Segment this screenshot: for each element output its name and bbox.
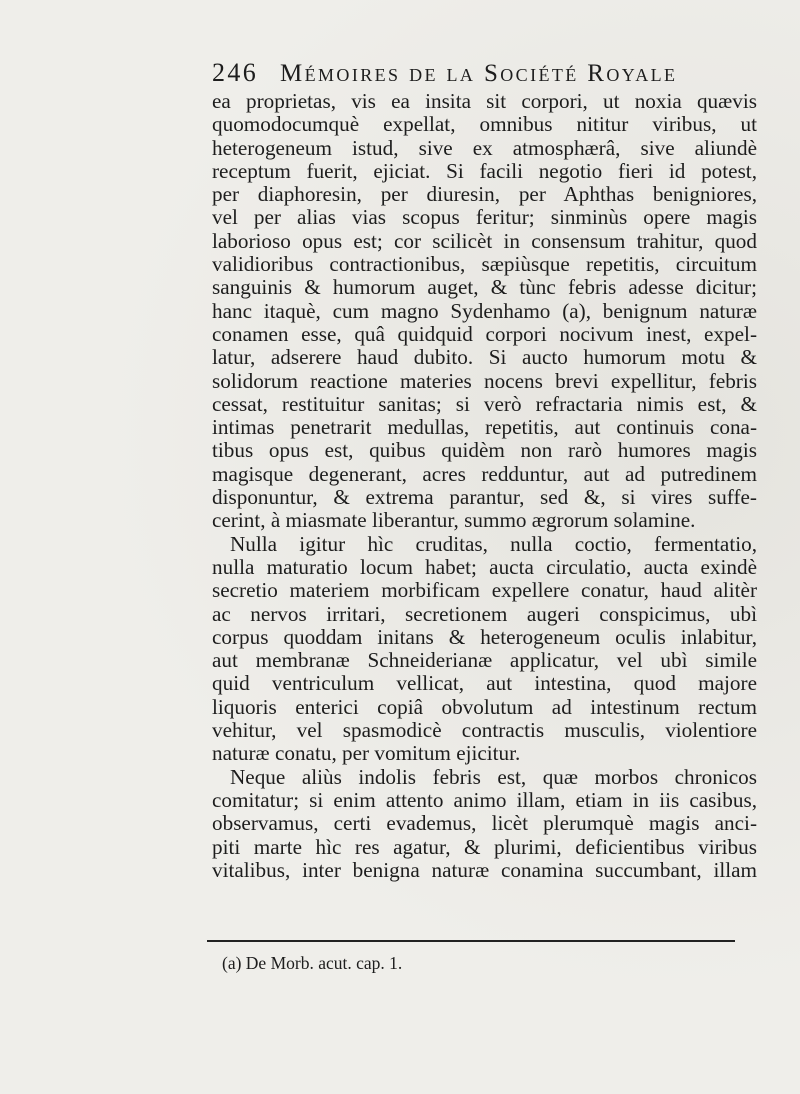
text-line: corpus quoddam initans & heterogeneum oculis inlabitur, <box>212 625 757 649</box>
page-number: 246 <box>212 58 259 87</box>
text-line: cerint, à miasmate liberantur, summo ægrorum solamine. <box>212 509 696 533</box>
text-line: sanguinis & humorum auget, & tùnc febris adesse dicitur; <box>212 276 757 300</box>
text-line: aut membranæ Schneiderianæ applicatur, vel ubì simile <box>212 649 757 673</box>
text-line: Nulla igitur hìc cruditas, nulla coctio, fermentatio, <box>230 532 757 556</box>
body-text <box>212 90 757 882</box>
text-line: ac nervos irritari, secretionem augeri conspicimus, ubì <box>212 602 757 626</box>
text-line: vel per alias vias scopus feritur; sinminùs opere magis <box>212 206 757 230</box>
text-line: per diaphoresin, per diuresin, per Aphthas benigniores, <box>212 183 757 207</box>
footnote: (a) De Morb. acut. cap. 1. <box>222 953 403 973</box>
text-line: disponuntur, & extrema parantur, sed &, si vires suffe- <box>212 486 757 510</box>
text-line: latur, adserere haud dubito. Si aucto humorum motu & <box>212 346 757 370</box>
text-line: nulla maturatio locum habet; aucta circulatio, aucta exindè <box>212 555 757 579</box>
text-line: conamen esse, quâ quidquid corpori nocivum inest, expel- <box>212 322 757 346</box>
text-line: observamus, certi evademus, licèt plerumquè magis anci- <box>212 812 757 836</box>
text-line: comitatur; si enim attento animo illam, etiam in iis casibus, <box>212 788 757 812</box>
text-line: secretio materiem morbificam expellere conatur, haud alitèr <box>212 579 757 603</box>
running-head <box>212 58 772 90</box>
footnote-rule <box>207 940 735 942</box>
text-line: receptum fuerit, ejiciat. Si facili negotio fieri id potest, <box>212 159 757 183</box>
text-line: heterogeneum istud, sive ex atmosphærâ, sive aliundè <box>212 136 757 160</box>
text-line: solidorum reactione materies nocens brevi expellitur, febris <box>212 369 757 393</box>
text-line: quid ventriculum vellicat, aut intestina, quod majore <box>212 672 757 696</box>
text-line: intimas penetrarit medullas, repetitis, aut continuis cona- <box>212 416 757 440</box>
text-line: piti marte hìc res agatur, & plurimi, deficientibus viribus <box>212 835 757 859</box>
text-line: quomodocumquè expellat, omnibus nititur viribus, ut <box>212 113 757 137</box>
text-line: vitalibus, inter benigna naturæ conamina succumbant, illam <box>212 858 757 882</box>
text-line: liquoris enterici copiâ obvolutum ad intestinum rectum <box>212 695 757 719</box>
text-line: ea proprietas, vis ea insita sit corpori, ut noxia quævis <box>212 90 757 113</box>
text-line: naturæ conatu, per vomitum ejicitur. <box>212 742 521 766</box>
text-line: vehitur, vel spasmodicè contractis musculis, violentiore <box>212 719 757 743</box>
text-line: tibus opus est, quibus quidèm non rarò humores magis <box>212 439 757 463</box>
text-line: cessat, restituitur sanitas; si verò refractaria nimis est, & <box>212 392 757 416</box>
text-line: laborioso opus est; cor scilicèt in consensum trahitur, quod <box>212 229 757 253</box>
text-line: hanc itaquè, cum magno Sydenhamo (a), benignum naturæ <box>212 299 757 323</box>
text-line: magisque degenerant, acres redduntur, aut ad putredinem <box>212 462 757 486</box>
text-line: Neque aliùs indolis febris est, quæ morbos chronicos <box>230 765 757 789</box>
running-title: Mémoires de la Société Royale <box>280 60 678 87</box>
text-line: validioribus contractionibus, sæpiùsque repetitis, circuitum <box>212 253 757 277</box>
